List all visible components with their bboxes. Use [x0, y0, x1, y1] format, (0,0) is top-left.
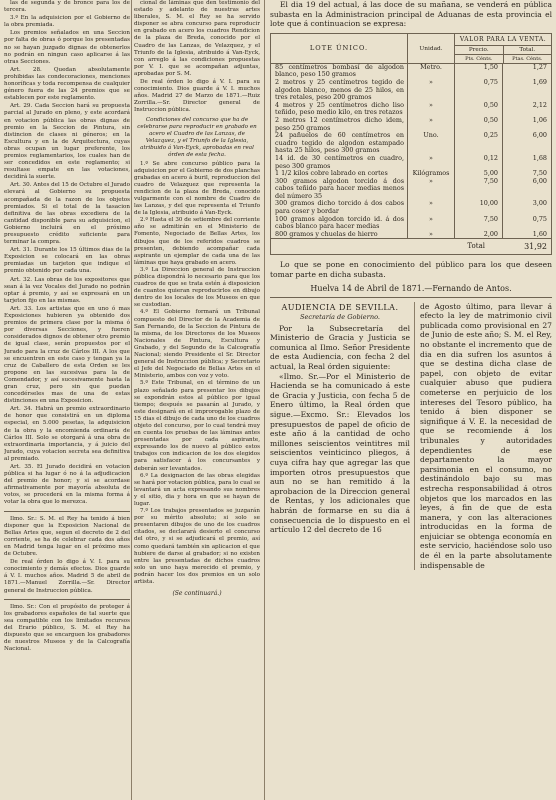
item-description: 4 metros y 25 centímetros dicho liso teñido, peso medio kilo, en tres retazos [271, 102, 408, 117]
paragraph: Por la Subsecretaría del Ministerio de Gracia y Justicia se comunica al Ilmo. Señor Presidente de esta Audiencia, con fecha 2 del actual, la Real órden siguiente: [270, 323, 410, 371]
item-description: 300 gramos dicho torcido á dos cabos para coser y bordar [271, 200, 408, 215]
item-unit: » [408, 200, 455, 215]
item-price: 2,00 [455, 231, 503, 239]
audiencia-section [270, 302, 552, 571]
paragraph: Art. 29. Cada Seccion hará su propuesta parcial al Jurado en pleno, y este acordará en votacion pública las obras dignas de premio en la Seccion de Pintura, sin distincion de clases ni géneros; en la Escultura y en la de Arquitectura, cuyas obras ocupan un lugar preferente, los premios reglamentarios, los cuales han de ser concedidos en este reglamento; si resultase empate en las votaciones, decidirá la suerte. [4, 103, 130, 181]
item-total: 0,75 [532, 214, 547, 223]
continued-note: (Se continuará.) [172, 590, 222, 598]
table-row [271, 231, 551, 239]
audiencia-title: AUDIENCIA DE SEVILLA. [281, 302, 399, 312]
divider [4, 599, 130, 600]
item-price: 5,00 [455, 170, 503, 178]
total-label: Total [467, 242, 485, 251]
item-price: 1,50 [455, 64, 503, 79]
item-price: 0,50 [455, 102, 503, 117]
item-description: 2 metros y 25 centímetros tegido de algodon blanco, menos de 25 hilos, en tres retales, peso 200 gramos [271, 79, 408, 102]
paragraph: Art. 32. Las obras de los expositores que sean á la vez Vocales del Jurado no podrán optar á premio, y así se expresará en un tarjeton fijo en las mismas. [4, 276, 130, 304]
condition: 5.º Este Tribunal, en el término de un plazo señalado para presentar los dibujos se expondrán estos al público por igual tiempo; después se pasarán al Jurado, y este designará en el improrogable plazo de 15 dias el dibujo de cada uno de los cuadros objeto del concurso, por lo cual tendrá muy en cuenta los pruebas de las láminas antes presentadas por cada aspirante, expresando los de nuevo al público estos trabajos con indicacion de los dos elegidos para satisfacer á los concursantes y deberán ser levantados. [134, 380, 260, 472]
item-unit: » [408, 155, 455, 170]
paragraph: Art. 33. Los artistas que en uno ó mas Exposiciones hubieren ya obtenido dos premios de primera clase por la misma ó por diversas Secciones, y fueren considerados dignos de obtener otro premio de igual clase, serán propuestos por el Jurado para la cruz de Cárlos III. A los que se encuentren en este caso y tengan ya la cruz de Caballero de esta Orden se les propone en las sucesivas para la de Comendador, y así sucesivamente hasta la gran cruz, pero sin que puedan concedérseles mas de una de estas distinciones en una Exposicion. [4, 305, 130, 405]
divider [270, 297, 552, 298]
item-unit: » [408, 117, 455, 132]
column-regulation [4, 0, 130, 800]
item-total: 7,50 [532, 169, 547, 178]
condition: 4.º El Gobierno formará un Tribunal compuesto del Director de la Academia de San Fernando, de la Seccion de Pintura de la misma, de los Directores de los Museos Nacionales de Pintura, Escultura y Grabado, y del Segundo de la Calcografía Nacional; siendo Presidente el Sr. Director general de Instruccion pública; y Secretario el Jefe del Negociado de Bellas Artes en el Ministerio, ambos con voz y voto. [134, 309, 260, 380]
royal-order-closing: De real órden lo digo á V. I. para su conocimiento y demás efectos. Dios guarde á V. I. muchos años. Madrid 5 de abril de 1871.—Manuel Zorrilla.—Sr. Director general de Instruccion pública. [4, 559, 130, 594]
item-total: 6,00 [532, 176, 547, 185]
item-total: 6,00 [532, 131, 547, 140]
paragraph: De real órden lo digo á V. I. para su conocimiento. Dios guarde á V. I. muchos años. Madrid 27 de Marzo de 1871.—Ruiz Zorrilla.—Sr. Director general de Instruccion pública. [134, 79, 260, 114]
item-price: 10,00 [455, 200, 503, 215]
paragraph: Art. 31. Durante los 15 últimos dias de la Exposicion se colocará en las obras premiadas un tarjeton que indique el premio obtenido por cada una. [4, 247, 130, 275]
price-subheader: Pts. Cénts. [455, 55, 504, 63]
auction-notice: El dia 19 del actual, á las doce de su mañana, se venderá en pública subasta en la Administracion principal de Aduanas de esta provincia el lote que á continuacion se expresa: [270, 0, 552, 29]
lote-header: LOTE ÚNICO. [271, 34, 408, 63]
total-subheader: Ptas. Cénts. [512, 55, 543, 62]
table-row [271, 216, 551, 231]
item-description: 14 id. de 30 centímetros en cuadro, peso 300 gramos [271, 155, 408, 170]
item-description: 2 metros 12 centímetros dicho idem, peso 250 gramos [271, 117, 408, 132]
item-total: 1,60 [532, 229, 547, 238]
condition: 3.º La Direccion general de Instruccion pública dispondrá lo necesario para que los cuadros de que se trata estén á disposicion de cuantos quieran reproducirlos en dibujo dentro de los locales de los Museos en que se custodian. [134, 266, 260, 309]
column-auction [270, 0, 552, 800]
column-rule [131, 0, 132, 800]
column-rule [264, 0, 265, 800]
table-body [271, 64, 551, 239]
item-unit: » [408, 178, 455, 201]
item-total: 2,12 [532, 100, 547, 109]
item-unit: » [408, 231, 455, 239]
column-engraving-contest [134, 0, 260, 800]
paragraph: Art. 35. El Jurado decidirá en votacion pública si ha lugar ó no á la adjudicacion del premio de honor; y si se acordase afirmativamente por mayoría absoluta de votos, se procederá en la misma forma á votar la obra que lo merezca. [4, 464, 130, 506]
table-row [271, 102, 551, 117]
audiencia-subtitle: Secretaría de Gobierno. [299, 312, 381, 321]
closing-note: Lo que se pone en conocimiento del público para los que deseen tomar parte en dicha subasta. [270, 260, 552, 280]
item-description: 300 gramos algodon torcido á dos cabos teñido para hacer medias menos del número 35 [271, 178, 408, 201]
signature: Huelva 14 de Abril de 1871.—Fernando de Antos. [310, 283, 512, 293]
total-header: Total. [519, 46, 536, 53]
table-header [271, 34, 551, 64]
item-total: 1,27 [532, 62, 547, 71]
item-description: 24 pañuelos de 60 centímetros en cuadro tegido de algodon estampado hasta 25 hilos, peso 300 gramos [271, 132, 408, 155]
value-header-group [455, 34, 551, 63]
unit-header: Unidad. [408, 34, 455, 63]
item-unit: Metro. [408, 64, 455, 79]
conditions-title: Condiciones del concurso que ha de celebrarse para reproducir en grabado en acero el Cuadro de las Lanzas, de Velazquez, y el Triunfo de la Iglesia, atribuido á Van-Eyck, aprobadas en real órden de esta fecha. [137, 116, 257, 158]
table-row [271, 79, 551, 102]
condition: 2.º Hasta el 30 de setiembre del corriente año se admitirán en el Ministerio de Fomento, Negociado de Bellas Artes, los dibujos que de los referidos cuadros se presenten, debiendo acompañar cada aspirante un ejemplar de cada una de las láminas que haya grabado en acero. [134, 217, 260, 266]
paragraph: Art. 28. Quedan absolutamente prohibidas las condecoraciones, menciones honoríficas y toda recompensa de cualquier género fuera de las 24 premios que se establecen por este reglamento. [4, 66, 130, 102]
table-row [271, 155, 551, 170]
item-total: 3,00 [532, 199, 547, 208]
divider [4, 511, 130, 512]
total-value: 31,92 [524, 242, 547, 252]
item-description: 85 centímetros bombasí de algodon blanco, peso 150 gramos [271, 64, 408, 79]
item-total: 1,69 [532, 77, 547, 86]
item-unit: » [408, 102, 455, 117]
condition: 6.º La designacion de las obras elegidas se hará por votacion pública, para lo cual se levantará un acta expresando sus nombres y el sitio, dia y hora en que se hayan de lugar. [134, 472, 260, 507]
item-description: 1 1/2 kilos cobre labrado en cortes [271, 170, 408, 178]
price-header: Precio. [455, 46, 504, 54]
item-price: 0,75 [455, 79, 503, 102]
value-header: VALOR PARA LA VENTA. [455, 34, 551, 46]
item-unit: Kilógramos [408, 170, 455, 178]
item-unit: Uno. [408, 132, 455, 155]
item-price: 0,50 [455, 117, 503, 132]
paragraph: cional de láminas que den testimonio del estado y adelanto de nuestras artes liberales, S. M. el Rey se ha servido disponer se abra concurso para reproducir en grabado en acero los cuadros Rendicion de la plaza de Breda, conocido por el Cuadro de las Lanzas, de Velazquez, y el Triunfo de la Iglesia, atribuido á Van-Eyck, con arreglo á las condiciones propuestas por V. I. que se acompañan adjuntas, aprobadas por S. M. [134, 0, 260, 77]
paragraph: de Agosto último, para llevar á efecto la ley de matrimonio civil publicada como provisional en 27 de Junio de este año; S. M. el Rey, no obstante el incremento que de dia en dia sufren los asuntos á que se destina dicha clase de papel, con objeto de evitar cualquier abuso que pudiera cometerse en perjuicio de los intereses del Tesoro público, ha tenido á bien disponer se signifique á V. E. la necesidad de que se recomiende á los tribunales y autoridades dependientes de ese departamento la mayor parsimonia en el consumo, no destinándolo bajo su mas estrecha responsabilidad á otros objetos que los marcados en las leyes, á fin de que de esta manera, y con las alteraciones introducidas en la forma de enjuiciar se obtenga economía en este servicio, haciéndose solo uso de él en la parte absolutamente indispensable de [420, 301, 552, 570]
condition: 1.º Se abre concurso público para la adquisicion por el Gobierno de dos planchas grabadas en acero á buril, reproduccion del cuadro de Velazquez que representa la rendicion de la plaza de Breda, conocido vulgarmente con el nombre de Cuadro de las Lanzas, y del que representa el Triunfo de la Iglesia, atribuido á Van-Eyck. [134, 160, 260, 217]
royal-order: Ilmo. Sr.: S. M. el Rey ha tenido á bien disponer que la Exposicion Nacional de Bellas Artes que, segun el decreto de 2 del corriente, se ha de celebrar cada dos años en Madrid tenga lugar en el próximo mes de Octubre. [4, 515, 130, 558]
table-row [271, 64, 551, 79]
item-unit: » [408, 79, 455, 102]
auction-table [270, 33, 552, 256]
table-row [271, 200, 551, 215]
paragraph: «Ilmo. Sr.—Por el Ministerio de Hacienda se ha comunicado á este de Gracia y Justicia, con fecha 5 de Enero último, la Real órden que sigue.—Excmo. Sr.: Elevados los presupuestos de papel de oficio de este año á la cantidad de ocho millones seiscientos veintitres mil seiscientos veinticinco pliegos, á cuya cifra hay que agregar las que importen otros presupuestos que aun no se han remitido á la aprobacion de la Direccion general de Rentas, y los adicionales que habrán de formarse en su dia á consecuencia de lo dispuesto en el artículo 12 del decreto de 16 [270, 371, 410, 535]
item-price: 7,50 [455, 178, 503, 201]
item-description: 800 gramos y chuelas de hierro [271, 231, 408, 239]
item-total: 1,68 [532, 153, 547, 162]
paragraph: las de segunda y de bronce para los de tercera. [4, 0, 130, 14]
paragraph: Art. 30. Antes del 15 de Octubre el Jurado elevará al Gobierno su propuesta acompañada de la razon de los objetos premiados. Si el total de la tasacion definitiva de las obras excediera de la cantidad disponible para su adquisicion, el Gobierno incluirá en el próximo presupuesto crédito suficiente para terminar la compra. [4, 182, 130, 246]
condition: 7.º Los trabajos presentados se juzgarán por su mérito absoluto; si solo se presentaren dibujos de uno de los cuadros citados, se declarará desierto el concurso del otro, y si se adjudicará el premio, así como quedará también sin aplicacion el que hubiere de darse al grabador; si no existen entre las presentadas de dichos cuadros solo un uno haya merecido el premio, y podrán hacer los dos premios en un solo artista. [134, 508, 260, 586]
item-price: 7,50 [455, 216, 503, 231]
item-total: 1,06 [532, 115, 547, 124]
item-unit: » [408, 216, 455, 231]
paragraph: Art. 34. Habrá un premio extraordinario de honor que consistirá en un diploma especial, en 5.000 pesetas, la adquisicion de la obra y la encomienda ordinaria de Cárlos III. Solo se otorgará á una obra de extraordinaria importancia, y á juicio del Jurado, cuya votacion secreta sea definitiva al premiado. [4, 406, 130, 462]
table-row [271, 178, 551, 201]
item-price: 0,12 [455, 155, 503, 170]
item-price: 0,25 [455, 132, 503, 155]
item-description: 100 gramos algodon torcido id. á dos cabos blanco para hacer medias [271, 216, 408, 231]
paragraph: Los premios señalados en una Seccion por falta de obras ó porque los presentadas no se hayan juzgado dignas de obtenerlos no podrán en ningun caso aplicarse á las otras Secciones. [4, 30, 130, 65]
table-row [271, 132, 551, 155]
royal-order: Ilmo. Sr.: Con el propósito de proteger á los grabadores españoles de tal suerte que sea compatible con los limitados recursos del Erario público, S. M. el Rey ha dispuesto que se encarguen los grabadores de nuestros Museos y de la Calcografía Nacional. [4, 603, 130, 653]
total-row [271, 238, 551, 254]
paragraph: 3.º En la adquisicion por el Gobierno de la obra premiada. [4, 15, 130, 29]
table-row [271, 117, 551, 132]
